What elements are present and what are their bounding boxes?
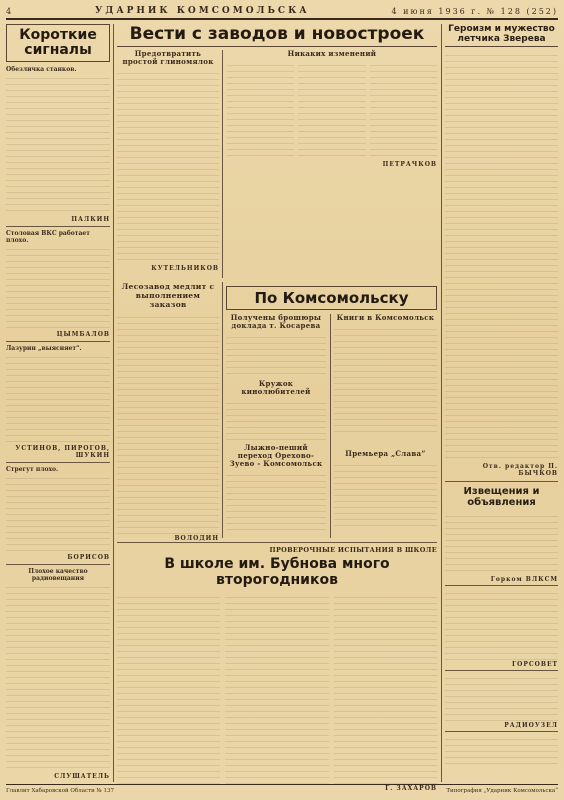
article-nikakih-text-col3 bbox=[370, 60, 437, 160]
ad-3-signature: РАДИОУЗЕЛ bbox=[504, 722, 558, 729]
news-books-heading: Книги в Комсомольск bbox=[336, 313, 435, 322]
ad-4-text bbox=[445, 734, 558, 764]
school-text-col2 bbox=[225, 592, 328, 784]
article-nikakih-heading: Никаких изменений bbox=[287, 49, 377, 58]
news-books bbox=[334, 314, 437, 444]
right-column bbox=[445, 24, 558, 782]
left-column-title: Короткие сигналы bbox=[6, 24, 110, 62]
left-item-4 bbox=[6, 466, 110, 561]
center-bottom-kicker: ПРОВЕРОЧНЫЕ ИСПЫТАНИЯ В ШКОЛЕ bbox=[269, 546, 437, 554]
masthead bbox=[6, 4, 558, 20]
footer-left: Главлит Хабаровской Области № 137 bbox=[6, 787, 114, 794]
left-item-5-signature: СЛУШАТЕЛЬ bbox=[54, 773, 110, 780]
news-ski-text bbox=[226, 470, 326, 534]
center-top-section bbox=[117, 24, 437, 279]
left-item-3-signature: УСТИНОВ, ПИРОГОВ, ШУКИН bbox=[15, 445, 110, 459]
left-item-1-text bbox=[6, 73, 110, 215]
news-kino-circle bbox=[226, 380, 326, 440]
article-lesozavod bbox=[117, 282, 219, 542]
news-premiere-text bbox=[334, 460, 437, 530]
article-glinomyalki-heading: Предотвратить простой глиномялок bbox=[122, 49, 214, 66]
ads-title: Извещения и объявления bbox=[463, 486, 540, 508]
left-item-4-signature: БОРИСОВ bbox=[67, 554, 110, 561]
news-brochures-heading: Получены брошюры доклада т. Косарева bbox=[230, 313, 322, 330]
article-glinomyalki-signature: КУТЕЛЬНИКОВ bbox=[151, 265, 219, 272]
left-item-2 bbox=[6, 230, 110, 338]
left-item-5-heading: Плохое качество радиовещания bbox=[28, 568, 88, 582]
news-ski-heading: Лыжно-пеший переход Орехово-Зуево - Комсомольск bbox=[229, 443, 323, 468]
center-top-title: Вести с заводов и новостроек bbox=[117, 24, 437, 47]
center-bottom-section bbox=[117, 546, 437, 792]
ad-2-signature: ГОРСОВЕТ bbox=[512, 661, 558, 668]
news-books-text bbox=[334, 324, 437, 436]
article-lesozavod-signature: ВОЛОДИН bbox=[174, 535, 219, 542]
left-item-3-heading: Лазурин „выясняет“. bbox=[6, 345, 82, 352]
left-item-5 bbox=[6, 568, 110, 780]
newspaper-title: УДАРНИК КОМСОМОЛЬСКА bbox=[95, 6, 310, 16]
news-brochures bbox=[226, 314, 326, 376]
right-column-title: Героизм и мужество летчика Зверева bbox=[445, 24, 558, 47]
po-komsomolsku-section bbox=[226, 286, 437, 538]
news-kino-text bbox=[226, 398, 326, 442]
left-item-4-text bbox=[6, 473, 110, 553]
footer-right: Типография „Ударник Комсомольска“ bbox=[446, 787, 558, 794]
ad-3-text bbox=[445, 673, 558, 721]
ad-1-signature: Горком ВЛКСМ bbox=[490, 576, 558, 583]
article-nikakih-izmeneniy bbox=[227, 50, 437, 180]
article-nikakih-signature: ПЕТРАЧКОВ bbox=[382, 161, 437, 168]
zverev-article-text bbox=[445, 50, 558, 460]
left-item-2-heading: Столовая ВКС работает плохо. bbox=[6, 230, 90, 244]
issue-date: 4 июня 1936 г. № 128 (252) bbox=[391, 6, 558, 16]
news-ski-trek bbox=[226, 444, 326, 538]
news-premiere bbox=[334, 450, 437, 538]
news-kino-heading: Кружок кинолюбителей bbox=[241, 379, 311, 396]
school-text-col3 bbox=[334, 592, 437, 784]
ad-4 bbox=[445, 734, 558, 764]
left-item-1-heading: Обезличка станков. bbox=[6, 66, 77, 73]
school-signature: Г. ЗАХАРОВ bbox=[385, 785, 437, 792]
ad-1-text bbox=[445, 511, 558, 575]
article-lesozavod-heading: Лесозавод медлит с выполнением заказов bbox=[121, 282, 215, 309]
page-footer bbox=[6, 784, 558, 796]
ad-2-text bbox=[445, 588, 558, 660]
ad-2 bbox=[445, 588, 558, 668]
center-bottom-title: В школе им. Бубнова много второгодников bbox=[164, 556, 390, 588]
ad-3 bbox=[445, 673, 558, 729]
left-item-5-text bbox=[6, 582, 110, 772]
left-item-2-text bbox=[6, 244, 110, 330]
left-column bbox=[6, 24, 110, 780]
article-nikakih-text-col2 bbox=[298, 60, 365, 160]
article-glinomyalki-text bbox=[117, 68, 219, 264]
article-glinomyalki bbox=[117, 50, 219, 278]
left-item-2-signature: ЦЫМБАЛОВ bbox=[56, 331, 110, 338]
page-number: 4 bbox=[6, 6, 14, 16]
news-brochures-text bbox=[226, 332, 326, 374]
left-item-3 bbox=[6, 345, 110, 459]
editor-signature: Отв. редактор П. БЫЧКОВ bbox=[482, 463, 558, 477]
left-item-4-heading: Стрегут плохо. bbox=[6, 466, 59, 473]
article-lesozavod-text bbox=[117, 312, 219, 534]
article-nikakih-text-col1 bbox=[227, 60, 294, 160]
left-item-3-text bbox=[6, 352, 110, 444]
school-text-col1 bbox=[117, 592, 220, 784]
left-item-1-signature: ПАЛКИН bbox=[71, 216, 110, 223]
ad-1 bbox=[445, 511, 558, 583]
news-premiere-heading: Премьера „Слава“ bbox=[345, 449, 426, 458]
po-komsomolsku-title: По Комсомольску bbox=[226, 286, 437, 310]
left-item-1 bbox=[6, 66, 110, 223]
